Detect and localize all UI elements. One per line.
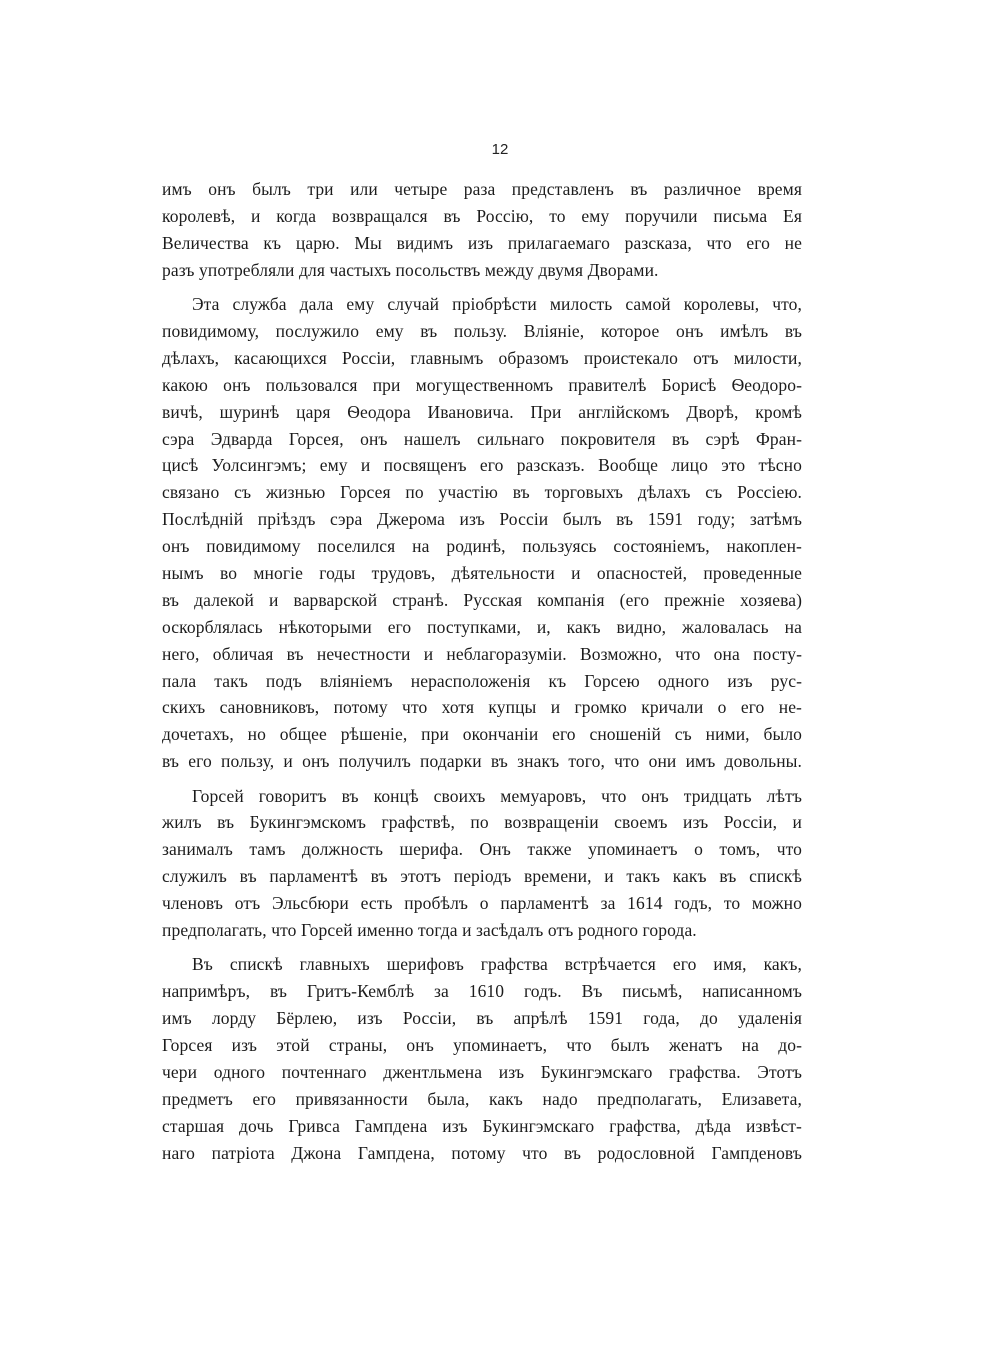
text-line: онъ повидимому поселился на родинѣ, пользуясь состояніемъ, накоплен- [162,536,802,557]
text-line: Въ спискѣ главныхъ шерифовъ графства встрѣчается его имя, какъ, [192,954,802,975]
paragraph-2 [162,291,802,775]
page-number: 12 [491,141,509,158]
text-line: дочетахъ, но общее рѣшеніе, при окончаніи его сношеній съ ними, было [162,724,802,745]
text-line: Эта служба дала ему случай пріобрѣсти милость самой королевы, что, [192,294,802,315]
text-line: предполагать, что Горсей именно тогда и засѣдалъ отъ родного города. [162,920,697,941]
text-line: жилъ въ Букингэмскомъ графствѣ, по возвращеніи своемъ изъ Россіи, и [162,812,802,833]
text-line: въ далекой и варварской странѣ. Русская компанія (его прежніе хозяева) [162,589,802,610]
text-line: Послѣдній пріѣздъ сэра Джерома изъ Россіи былъ въ 1591 году; затѣмъ [162,509,802,530]
text-line: въ его пользу, и онъ получилъ подарки въ знакъ того, что они имъ довольны. [162,751,802,772]
text-line: цисѣ Уолсингэмъ; ему и посвященъ его разсказъ. Вообще лицо это тѣсно [162,455,802,476]
text-line: дѣлахъ, касающихся Россіи, главнымъ образомъ проистекало отъ милости, [162,347,802,368]
text-line: сэра Эдварда Горсея, онъ нашелъ сильнаго покровителя въ сэрѣ Фран- [162,428,802,449]
text-line: вичѣ, шуринѣ царя Ѳеодора Ивановича. При англійскомъ Дворѣ, кромѣ [162,401,802,422]
text-line: членовъ отъ Эльсбюри есть пробѣлъ о парламентѣ за 1614 годъ, то можно [162,893,802,914]
text-line: чери одного почтеннаго джентльмена изъ Букингэмскаго графства. Этотъ [162,1062,802,1082]
paragraph-4 [162,951,802,1166]
paragraph-3 [162,783,802,944]
text-line: занималъ тамъ должность шерифа. Онъ также упоминаетъ о томъ, что [162,839,802,860]
text-line: Горсей говоритъ въ концѣ своихъ мемуаровъ, что онъ тридцать лѣтъ [192,785,802,806]
text-line: Горсея изъ этой страны, онъ упоминаетъ, что былъ женатъ на до- [162,1035,802,1056]
text-line: королевѣ, и когда возвращался въ Россію, то ему поручили письма Ея [162,205,802,226]
text-line: имъ онъ былъ три или четыре раза представленъ въ различное время [162,179,802,199]
text-line: напримѣръ, въ Гритъ-Кемблѣ за 1610 годъ. Въ письмѣ, написанномъ [162,981,802,1002]
text-line: нымъ во многіе годы трудовъ, дѣятельности и опасностей, проведенные [162,562,802,583]
text-line: повидимому, послужило ему въ пользу. Вліяніе, которое онъ имѣлъ въ [162,320,802,341]
text-line: старшая дочь Гривса Гампдена изъ Букингэмскаго графства, дѣда извѣст- [162,1115,802,1136]
text-line: пала такъ подъ вліяніемъ нерасположенія къ Горсею одного изъ рус- [162,670,802,691]
text-line: предметъ его привязанности была, какъ надо предполагать, Елизавета, [162,1088,802,1109]
text-line: Величества къ царю. Мы видимъ изъ прилагаемаго разсказа, что его не [162,232,802,253]
text-line: какою онъ пользовался при могущественномъ правителѣ Борисѣ Ѳеодоро- [162,374,802,395]
text-line: имъ лорду Бёрлею, изъ Россіи, въ апрѣлѣ 1591 года, до удаленія [162,1008,802,1029]
text-line: разъ употребляли для частыхъ посольствъ между двумя Дворами. [162,259,659,280]
paragraph-1 [162,176,802,284]
text-line: оскорблялась нѣкоторыми его поступками, и, какъ видно, жаловалась на [162,616,802,637]
text-line: скихъ сановниковъ, потому что хотя купцы и громко кричали о его не- [162,697,802,718]
text-line: наго патріота Джона Гампдена, потому что въ родословной Гампденовъ [162,1142,802,1163]
text-line: него, обличая въ нечестности и неблагоразуміи. Возможно, что она посту- [162,643,802,664]
text-line: связано съ жизнью Горсея по участію въ торговыхъ дѣлахъ съ Россіею. [162,482,802,503]
text-line: служилъ въ парламентѣ въ этотъ періодъ времени, и такъ какъ въ спискѣ [162,866,802,887]
body-text [162,176,802,1167]
